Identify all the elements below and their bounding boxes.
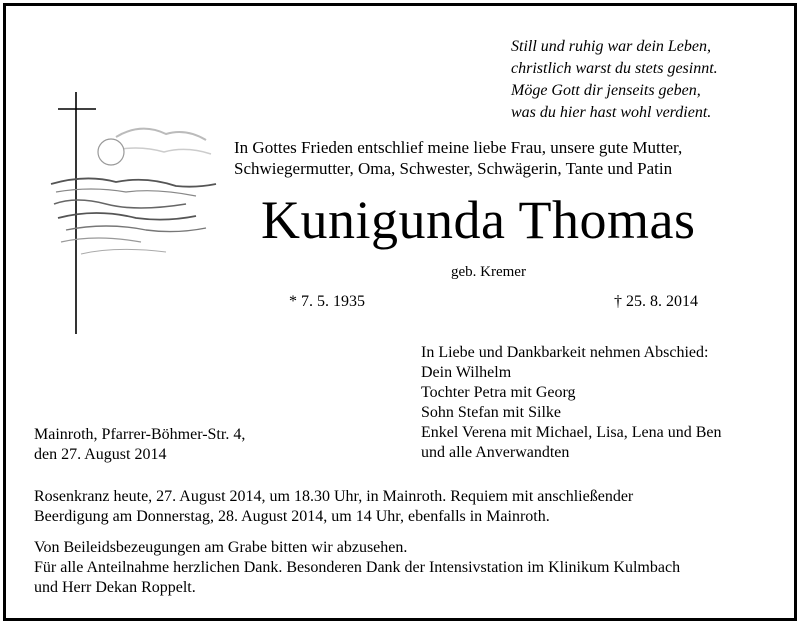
service-line: Rosenkranz heute, 27. August 2014, um 18.30 Uhr, in Mainroth. Requiem mit anschließender [34, 488, 634, 505]
announcement-line: In Gottes Frieden entschlief meine liebe Frau, unsere gute Mutter, [234, 138, 683, 157]
mourner-line: Sohn Stefan mit Silke [421, 404, 561, 421]
announcement-text [234, 137, 774, 179]
mourner-line: Enkel Verena mit Michael, Lisa, Lena und Ben [421, 424, 722, 441]
poem-line: Möge Gott dir jenseits geben, [511, 82, 701, 99]
service-info [34, 487, 633, 527]
mourner-line: Tochter Petra mit Georg [421, 384, 576, 401]
date-line: den 27. August 2014 [34, 446, 167, 463]
birth-date: * 7. 5. 1935 [289, 293, 365, 310]
service-line: Beerdigung am Donnerstag, 28. August 2014, um 14 Uhr, ebenfalls in Mainroth. [34, 508, 550, 525]
mourner-line: In Liebe und Dankbarkeit nehmen Abschied: [421, 344, 709, 361]
thanks-line: und Herr Dekan Roppelt. [34, 579, 196, 596]
thanks-note [34, 538, 680, 598]
poem-line: christlich warst du stets gesinnt. [511, 60, 718, 77]
thanks-line: Für alle Anteilnahme herzlichen Dank. Besonderen Dank der Intensivstation im Klinikum Kulmbach [34, 559, 681, 576]
poem-line: was du hier hast wohl verdient. [511, 104, 712, 121]
address-block [34, 425, 245, 465]
mourner-line: Dein Wilhelm [421, 364, 512, 381]
deceased-name: Kunigunda Thomas [261, 190, 696, 250]
mourner-line: und alle Anverwandten [421, 444, 570, 461]
cross-and-seascape-icon [46, 92, 226, 342]
death-date: † 25. 8. 2014 [614, 293, 698, 310]
mourners-list [421, 343, 722, 463]
maiden-name: geb. Kremer [451, 264, 526, 280]
address-line: Mainroth, Pfarrer-Böhmer-Str. 4, [34, 426, 246, 443]
thanks-line: Von Beileidsbezeugungen am Grabe bitten wir abzusehen. [34, 539, 408, 556]
obituary-notice [3, 3, 797, 621]
memorial-poem [511, 36, 781, 124]
announcement-line: Schwiegermutter, Oma, Schwester, Schwägerin, Tante und Patin [234, 159, 673, 178]
poem-line: Still und ruhig war dein Leben, [511, 38, 711, 55]
